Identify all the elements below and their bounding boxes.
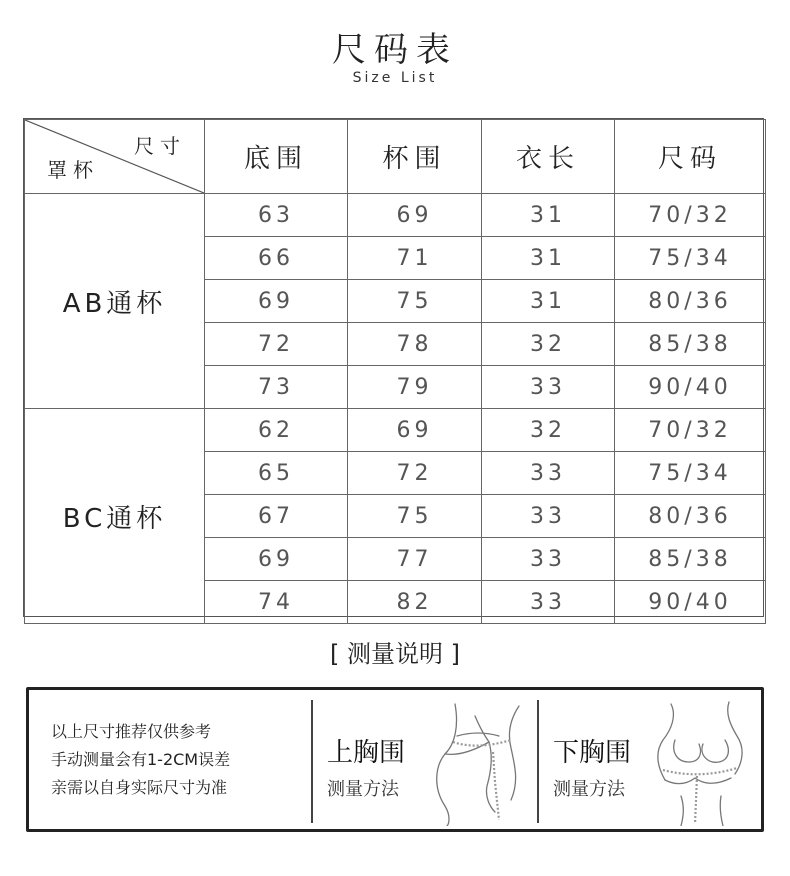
size-table [24,119,766,624]
table-cell: 62 [205,409,348,452]
corner-label-cup: 罩杯 [47,158,99,182]
table-cell: 80/36 [615,280,766,323]
table-cell: 78 [348,323,482,366]
table-cell: 65 [205,452,348,495]
table-cell: 74 [205,581,348,624]
table-cell: 69 [205,280,348,323]
lower-chest-method [553,732,631,801]
group-label: AB通杯 [25,194,205,409]
table-cell: 33 [482,495,615,538]
table-cell: 70/32 [615,409,766,452]
note-line: 亲需以自身实际尺寸为准 [51,778,228,797]
table-cell: 33 [482,452,615,495]
table-cell: 69 [205,538,348,581]
table-cell: 63 [205,194,348,237]
table-cell: 69 [348,194,482,237]
table-cell: 80/36 [615,495,766,538]
upper-chest-subtitle: 测量方法 [327,779,399,800]
column-header: 尺码 [615,120,766,194]
table-cell: 73 [205,366,348,409]
table-cell: 67 [205,495,348,538]
page-title: 尺码表 [332,30,458,70]
note-line: 手动测量会有1-2CM误差 [51,750,231,769]
table-cell: 70/32 [615,194,766,237]
measurement-box [26,687,764,832]
upper-chest-method [327,732,405,801]
divider [311,700,313,823]
lower-chest-title: 下胸围 [553,738,632,768]
corner-label-size: 尺寸 [134,134,186,158]
group-label: BC通杯 [25,409,205,624]
table-cell: 79 [348,366,482,409]
column-header: 底围 [205,120,348,194]
table-cell: 33 [482,538,615,581]
column-header: 杯围 [348,120,482,194]
measurement-notes [51,718,230,802]
table-cell: 33 [482,581,615,624]
table-cell: 69 [348,409,482,452]
table-cell: 33 [482,366,615,409]
table-row [25,194,766,237]
size-table-container [23,118,764,617]
table-cell: 77 [348,538,482,581]
table-cell: 82 [348,581,482,624]
column-header: 衣长 [482,120,615,194]
table-cell: 75/34 [615,452,766,495]
table-row [25,409,766,452]
table-cell: 32 [482,409,615,452]
table-header-row [25,120,766,194]
table-cell: 85/38 [615,538,766,581]
table-cell: 31 [482,280,615,323]
table-cell: 31 [482,237,615,280]
table-cell: 75 [348,495,482,538]
table-cell: 72 [205,323,348,366]
table-cell: 66 [205,237,348,280]
table-cell: 32 [482,323,615,366]
page-subtitle: Size List [352,70,438,86]
table-corner-cell [25,120,205,194]
table-cell: 85/38 [615,323,766,366]
lower-chest-figure-icon [641,696,753,826]
divider [537,700,539,823]
table-cell: 90/40 [615,366,766,409]
lower-chest-subtitle: 测量方法 [553,779,625,800]
table-cell: 72 [348,452,482,495]
table-cell: 75 [348,280,482,323]
upper-chest-figure-icon [415,696,533,826]
table-cell: 75/34 [615,237,766,280]
table-cell: 71 [348,237,482,280]
note-line: 以上尺寸推荐仅供参考 [51,722,212,741]
table-cell: 31 [482,194,615,237]
upper-chest-title: 上胸围 [327,738,406,768]
table-cell: 90/40 [615,581,766,624]
measurement-section-title: [ 测量说明 ] [330,640,460,668]
